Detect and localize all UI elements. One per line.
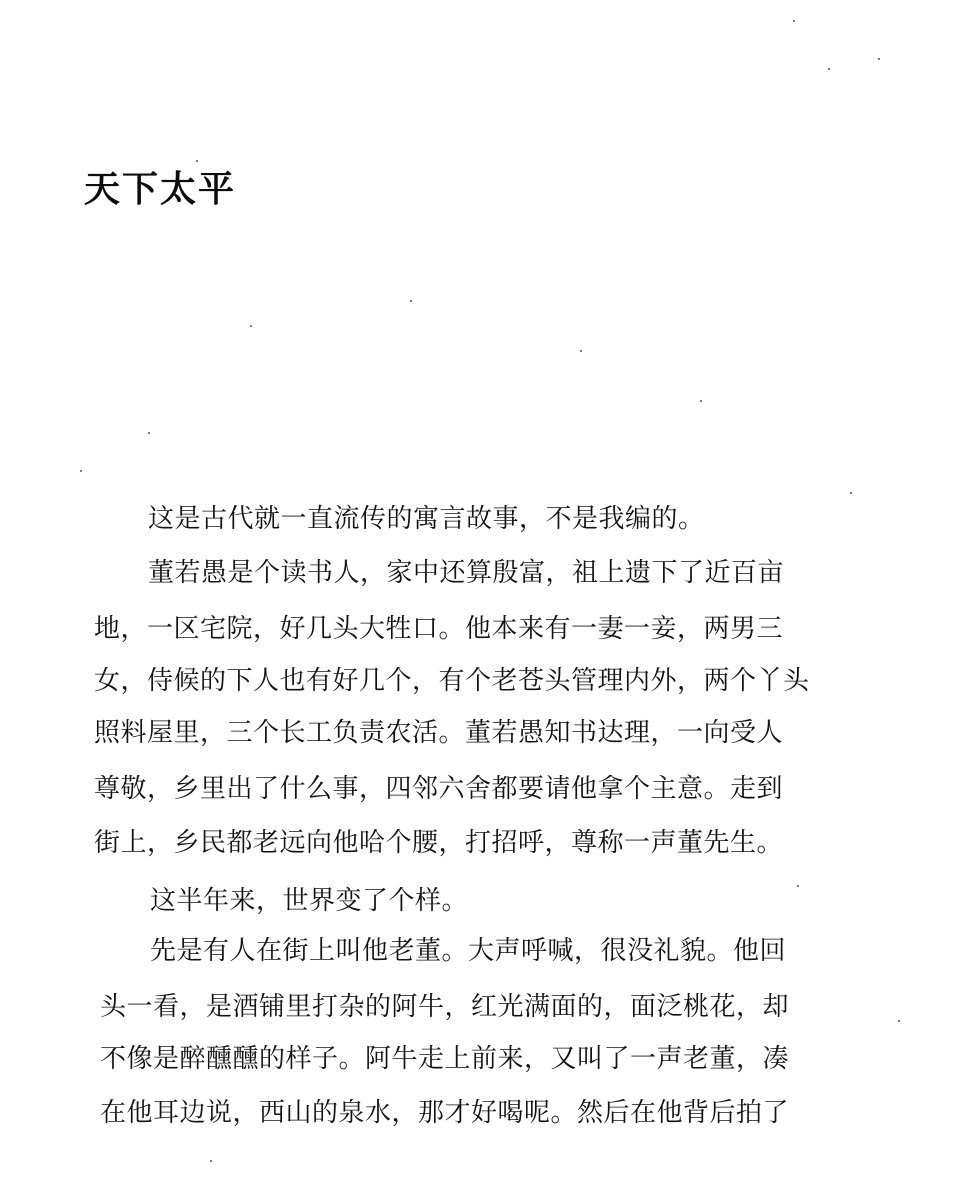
scan-speck — [410, 300, 412, 302]
scan-speck — [828, 68, 830, 70]
page-title: 天下太平 — [84, 169, 237, 210]
scan-speck — [850, 492, 852, 494]
text-line: 这半年来，世界变了个样。 — [150, 886, 469, 916]
scan-speck — [196, 160, 198, 162]
text-line: 女，侍候的下人也有好几个，有个老苍头管理内外，两个丫头 — [94, 666, 810, 696]
scan-speck — [700, 400, 702, 402]
scan-speck — [898, 1020, 900, 1022]
scan-speck — [148, 432, 150, 434]
text-line: 尊敬，乡里出了什么事，四邻六舍都要请他拿个主意。走到 — [94, 774, 784, 804]
text-line: 地，一区宅院，好几头大牲口。他本来有一妻一妾，两男三 — [94, 614, 784, 644]
scan-speck — [80, 470, 82, 472]
text-line: 头一看，是酒铺里打杂的阿牛，红光满面的，面泛桃花，却 — [100, 992, 790, 1022]
scan-speck — [580, 350, 582, 352]
scan-speck — [793, 20, 795, 22]
text-line: 这是古代就一直流传的寓言故事，不是我编的。 — [148, 504, 705, 534]
scan-speck — [878, 58, 880, 60]
text-line: 先是有人在街上叫他老董。大声呼喊，很没礼貌。他回 — [150, 936, 787, 966]
text-line: 在他耳边说，西山的泉水，那才好喝呢。然后在他背后拍了 — [100, 1098, 790, 1128]
text-line: 董若愚是个读书人，家中还算殷富，祖上遗下了近百亩 — [148, 558, 785, 588]
text-line: 照料屋里，三个长工负责农活。董若愚知书达理，一向受人 — [94, 718, 784, 748]
text-line: 街上，乡民都老远向他哈个腰，打招呼，尊称一声董先生。 — [94, 828, 784, 858]
scan-speck — [210, 1160, 212, 1162]
scan-speck — [250, 325, 252, 327]
text-line: 不像是醉醺醺的样子。阿牛走上前来，又叫了一声老董，凑 — [100, 1044, 790, 1074]
scan-speck — [797, 885, 799, 887]
